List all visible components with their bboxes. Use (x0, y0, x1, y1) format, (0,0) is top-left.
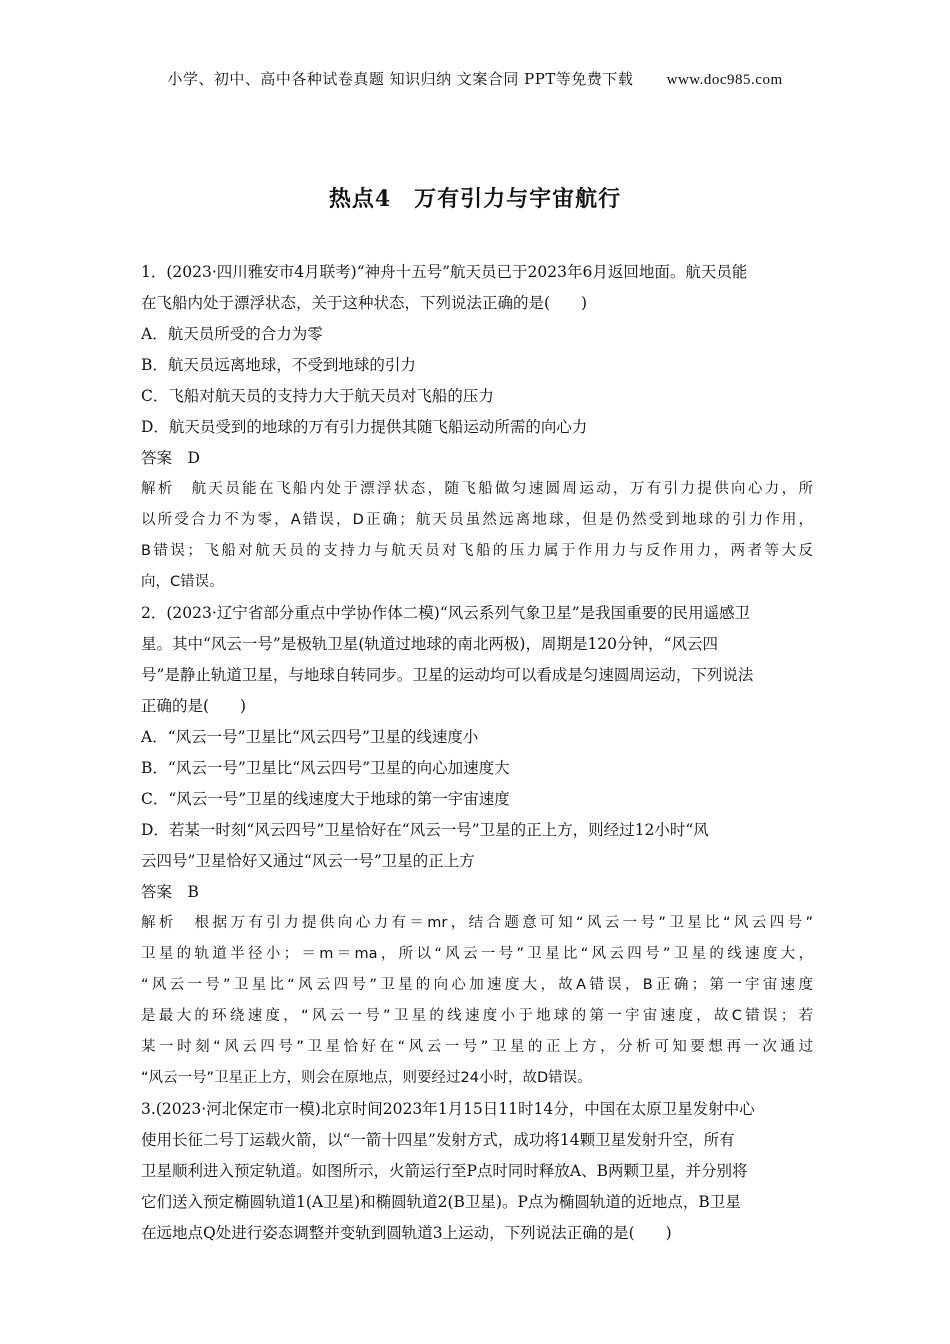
text-line: 解析 根据万有引力提供向心力有＝mr，结合题意可知“风云一号”卫星比“风云四号” (141, 915, 813, 931)
text-line: B．“风云一号”卫星比“风云四号”卫星的向心加速度大 (141, 759, 510, 777)
header-text: 小学、初中、高中各种试卷真题 知识归纳 文案合同 PPT等免费下载 (167, 70, 634, 88)
text-line: D．航天员受到的地球的万有引力提供其随飞船运动所需的向心力 (141, 418, 588, 436)
text-line: 云四号”卫星恰好又通过“风云一号”卫星的正上方 (141, 852, 475, 870)
text-line: “风云一号”卫星比“风云四号”卫星的向心加速度大，故A错误，B正确；第一宇宙速度 (141, 977, 813, 993)
text-line: A．航天员所受的合力为零 (141, 325, 323, 343)
text-line: 答案 B (141, 883, 199, 901)
text-line: A．“风云一号”卫星比“风云四号”卫星的线速度小 (141, 728, 479, 746)
text-line: 3.(2023·河北保定市一模)北京时间2023年1月15日11时14分，中国在太原卫星发射中心 (141, 1100, 755, 1118)
text-line: 答案 D (141, 449, 200, 467)
text-line: 某一时刻“风云四号”卫星恰好在“风云一号”卫星的正上方，分析可知要想再一次通过 (141, 1039, 813, 1055)
text-line: 解析 航天员能在飞船内处于漂浮状态，随飞船做匀速圆周运动，万有引力提供向心力，所 (141, 481, 813, 497)
text-line: 正确的是( ) (141, 697, 247, 715)
text-line: 号”是静止轨道卫星，与地球自转同步。卫星的运动均可以看成是匀速圆周运动，下列说法 (141, 666, 754, 684)
text-line: 向，C错误。 (141, 574, 224, 590)
header-site: www.doc985.com (666, 72, 783, 88)
text-line: B错误；飞船对航天员的支持力与航天员对飞船的压力属于作用力与反作用力，两者等大反 (141, 543, 813, 559)
text-line: “风云一号”卫星正上方，则会在原地点，则要经过24小时，故D错误。 (141, 1070, 592, 1086)
text-line: B．航天员远离地球，不受到地球的引力 (141, 356, 416, 374)
text-line: 2．(2023·辽宁省部分重点中学协作体二模)“风云系列气象卫星”是我国重要的民用遥感卫 (141, 604, 751, 622)
text-line: 星。其中“风云一号”是极轨卫星(轨道过地球的南北两极)，周期是120分钟，“风云四 (141, 635, 718, 653)
text-line: C．“风云一号”卫星的线速度大于地球的第一宇宙速度 (141, 790, 510, 808)
text-line: D．若某一时刻“风云四号”卫星恰好在“风云一号”卫星的正上方，则经过12小时“风 (141, 821, 709, 839)
text-line: 使用长征二号丁运载火箭，以“一箭十四星”发射方式，成功将14颗卫星发射升空，所有 (141, 1131, 735, 1149)
text-line: 卫星的轨道半径小；＝m＝ma，所以“风云一号”卫星比“风云四号”卫星的线速度大， (141, 946, 813, 962)
text-line: 1．(2023·四川雅安市4月联考)“神舟十五号”航天员已于2023年6月返回地面。航天员能 (141, 263, 748, 281)
page-title: 热点4 万有引力与宇宙航行 (328, 186, 622, 212)
document-body (141, 257, 813, 1249)
page-header (0, 68, 950, 89)
text-line: 以所受合力不为零，A错误，D正确；航天员虽然远离地球，但是仍然受到地球的引力作用， (141, 512, 813, 528)
text-line: 卫星顺利进入预定轨道。如图所示，火箭运行至P点时同时释放A、B两颗卫星，并分别将 (141, 1162, 748, 1180)
text-line: 是最大的环绕速度，“风云一号”卫星的线速度小于地球的第一宇宙速度，故C错误；若 (141, 1008, 813, 1024)
text-line: 在远地点Q处进行姿态调整并变轨到圆轨道3上运动，下列说法正确的是( ) (141, 1224, 672, 1242)
text-line: C．飞船对航天员的支持力大于航天员对飞船的压力 (141, 387, 494, 405)
text-line: 它们送入预定椭圆轨道1(A卫星)和椭圆轨道2(B卫星)。P点为椭圆轨道的近地点，B卫星 (141, 1193, 741, 1211)
text-line: 在飞船内处于漂浮状态，关于这种状态，下列说法正确的是( ) (141, 294, 588, 312)
